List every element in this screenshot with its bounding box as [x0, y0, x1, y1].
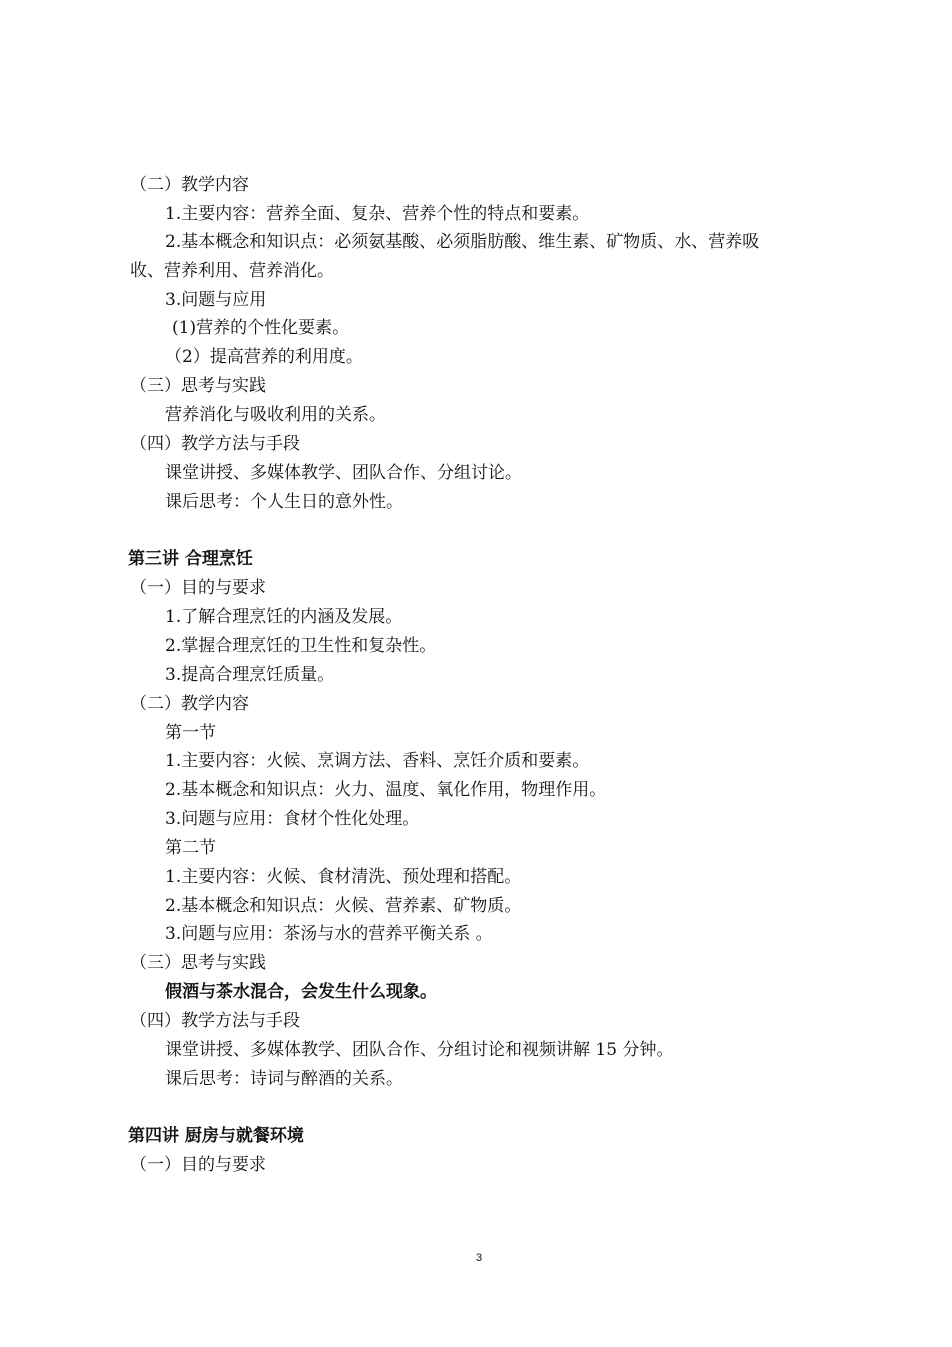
- paragraph: 3.问题与应用：茶汤与水的营养平衡关系 。: [165, 924, 493, 944]
- paragraph: 3.问题与应用：食材个性化处理。: [165, 809, 420, 829]
- bold-paragraph: 假酒与茶水混合，会发生什么现象。: [165, 982, 437, 1002]
- paragraph: 2.基本概念和知识点：火力、温度、氧化作用，物理作用。: [165, 780, 607, 800]
- section-heading: （一）目的与要求: [130, 578, 266, 598]
- section-heading: （一）目的与要求: [130, 1155, 266, 1175]
- paragraph: 第二节: [165, 838, 216, 858]
- section-heading: （三）思考与实践: [130, 953, 266, 973]
- paragraph: 营养消化与吸收利用的关系。: [165, 405, 386, 425]
- paragraph: 2.基本概念和知识点：火候、营养素、矿物质。: [165, 896, 522, 916]
- paragraph: 课后思考：个人生日的意外性。: [165, 492, 403, 512]
- lecture-title: 第四讲 厨房与就餐环境: [128, 1126, 304, 1146]
- section-heading: （二）教学内容: [130, 694, 249, 714]
- paragraph: 课堂讲授、多媒体教学、团队合作、分组讨论。: [165, 463, 522, 483]
- section-heading: （四）教学方法与手段: [130, 1011, 300, 1031]
- paragraph: 3.提高合理烹饪质量。: [165, 665, 335, 685]
- section-heading: （三）思考与实践: [130, 376, 266, 396]
- paragraph: 收、营养利用、营养消化。: [130, 261, 334, 281]
- paragraph: 第一节: [165, 723, 216, 743]
- paragraph: 1.主要内容：营养全面、复杂、营养个性的特点和要素。: [165, 204, 590, 224]
- paragraph: （2）提高营养的利用度。: [165, 347, 363, 367]
- paragraph: 课堂讲授、多媒体教学、团队合作、分组讨论和视频讲解 15 分钟。: [165, 1040, 674, 1060]
- paragraph: 1.主要内容：火候、食材清洗、预处理和搭配。: [165, 867, 522, 887]
- paragraph: 1.了解合理烹饪的内涵及发展。: [165, 607, 403, 627]
- section-heading: （二）教学内容: [130, 175, 249, 195]
- section-heading: （四）教学方法与手段: [130, 434, 300, 454]
- paragraph: 3.问题与应用: [165, 290, 267, 310]
- paragraph: 2.基本概念和知识点：必须氨基酸、必须脂肪酸、维生素、矿物质、水、营养吸: [165, 232, 760, 252]
- page-number: 3: [476, 1252, 483, 1264]
- paragraph: (1)营养的个性化要素。: [172, 318, 350, 338]
- paragraph: 1.主要内容：火候、烹调方法、香料、烹饪介质和要素。: [165, 751, 590, 771]
- lecture-title: 第三讲 合理烹饪: [128, 549, 253, 569]
- paragraph: 课后思考：诗词与醉酒的关系。: [165, 1069, 403, 1089]
- paragraph: 2.掌握合理烹饪的卫生性和复杂性。: [165, 636, 437, 656]
